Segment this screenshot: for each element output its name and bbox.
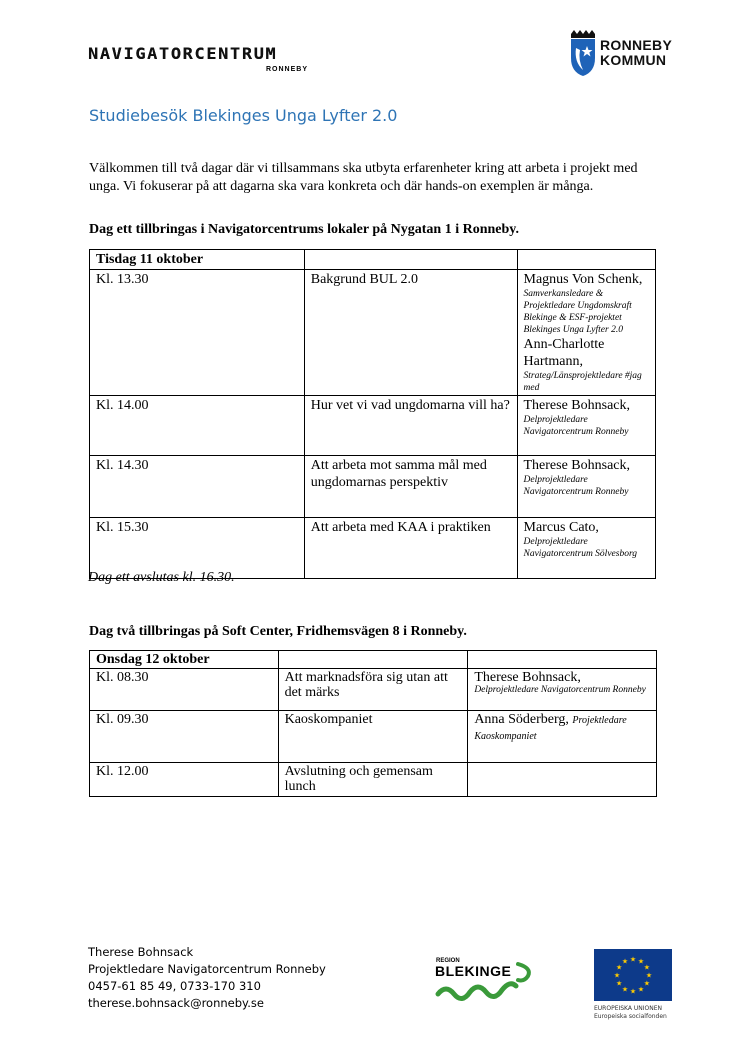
kommun-name-line2: KOMMUN <box>600 52 667 68</box>
contact-phone: 0457-61 85 49, 0733-170 310 <box>88 979 261 993</box>
ronneby-kommun-logo <box>568 28 708 78</box>
document-title: Studiebesök Blekinges Unga Lyfter 2.0 <box>89 106 398 125</box>
speaker-cell <box>517 456 656 518</box>
time-cell: Kl. 13.30 <box>90 270 305 396</box>
day1-end-note: Dag ett avslutas kl. 16.30. <box>88 570 235 585</box>
navigatorcentrum-logo-sub: RONNEBY <box>266 66 309 73</box>
blekinge-label: BLEKINGE <box>435 963 512 979</box>
eu-star-icon: ★ <box>637 957 645 966</box>
time-cell: Kl. 14.30 <box>90 456 305 518</box>
topic-cell: Att arbeta med KAA i praktiken <box>304 518 517 579</box>
time-cell: Kl. 12.00 <box>90 763 279 797</box>
eu-caption-line1: EUROPEISKA UNIONEN <box>594 1005 663 1012</box>
speaker-name: Ann-Charlotte Hartmann, <box>523 337 605 369</box>
speaker-role: Delprojektledare Navigatorcentrum Ronneby <box>474 685 646 695</box>
contact-name: Therese Bohnsack <box>88 945 194 959</box>
time-cell: Kl. 15.30 <box>90 518 305 579</box>
table-row <box>90 711 657 763</box>
speaker-name: Magnus Von Schenk, <box>523 272 643 287</box>
navigatorcentrum-logo-text: NAVIGATORCENTRUM <box>88 44 278 64</box>
eu-star-icon: ★ <box>616 963 623 972</box>
topic-cell: Avslutning och gemensam lunch <box>278 763 468 797</box>
speaker-name: Therese Bohnsack, <box>523 398 631 413</box>
speaker-name: Therese Bohnsack, <box>474 670 581 685</box>
speaker-name: Therese Bohnsack, <box>523 458 631 473</box>
speaker-cell <box>517 396 656 456</box>
speaker-cell <box>517 270 656 396</box>
table-row <box>90 651 657 669</box>
eu-caption-line2: Europeiska socialfonden <box>594 1013 667 1020</box>
region-blekinge-logo <box>432 950 542 1006</box>
speaker-role: Delprojektledare Navigatorcentrum Ronneby <box>523 415 629 437</box>
footer-contact <box>88 944 326 1012</box>
eu-flag-icon <box>594 949 672 1001</box>
eu-star-icon: ★ <box>613 971 621 980</box>
topic-cell: Att arbeta mot samma mål med ungdomarnas perspektiv <box>304 456 517 518</box>
topic-cell: Att marknadsföra sig utan att det märks <box>278 669 468 711</box>
table-row <box>90 669 657 711</box>
eu-star-icon: ★ <box>629 955 637 964</box>
speaker-role: Projektledare Kaoskompaniet <box>474 715 627 742</box>
speaker-cell <box>468 711 657 763</box>
eu-star-icon: ★ <box>645 971 653 980</box>
time-cell: Kl. 09.30 <box>90 711 279 763</box>
speaker-role: Samverkansledare & Projektledare Ungdomskraft Blekinge & ESF-projektet Blekinges Unga Lyfter 2.0 <box>523 289 632 335</box>
speaker-name: Marcus Cato, <box>523 520 599 535</box>
blekinge-wave-icon <box>432 950 542 1006</box>
day2-schedule-table <box>89 650 657 797</box>
day2-date: Onsdag 12 oktober <box>90 651 279 669</box>
table-row <box>90 763 657 797</box>
table-row <box>90 270 656 396</box>
table-row <box>90 396 656 456</box>
eu-star-icon: ★ <box>643 963 650 972</box>
eu-star-icon: ★ <box>629 987 637 996</box>
kommun-name-line1: RONNEBY <box>600 37 673 53</box>
navigatorcentrum-logo <box>88 44 309 73</box>
day1-date: Tisdag 11 oktober <box>90 250 305 270</box>
eu-star-icon: ★ <box>637 985 645 994</box>
eu-logo <box>594 949 672 1027</box>
topic-cell: Hur vet vi vad ungdomarna vill ha? <box>304 396 517 456</box>
time-cell: Kl. 14.00 <box>90 396 305 456</box>
contact-title: Projektledare Navigatorcentrum Ronneby <box>88 962 326 976</box>
eu-star-icon: ★ <box>616 979 623 988</box>
day1-heading: Dag ett tillbringas i Navigatorcentrums lokaler på Nygatan 1 i Ronneby. <box>89 222 519 237</box>
time-cell: Kl. 08.30 <box>90 669 279 711</box>
eu-star-icon: ★ <box>643 979 650 988</box>
table-row <box>90 250 656 270</box>
speaker-cell <box>517 518 656 579</box>
speaker-role: Delprojektledare Navigatorcentrum Ronneby <box>523 475 629 497</box>
ronneby-crest-icon <box>568 28 598 78</box>
region-label: REGION <box>436 958 460 964</box>
day2-heading: Dag två tillbringas på Soft Center, Fridhemsvägen 8 i Ronneby. <box>89 624 467 639</box>
speaker-role: Delprojektledare Navigatorcentrum Sölvesborg <box>523 537 638 559</box>
eu-star-icon: ★ <box>621 985 629 994</box>
intro-paragraph: Välkommen till två dagar där vi tillsammans ska utbyta erfarenheter kring att arbeta i projekt med unga. Vi fokuserar på att dagarna ska vara konkreta och där hands-on exemplen är många. <box>89 161 638 194</box>
day1-schedule-table <box>89 249 656 579</box>
topic-cell: Kaoskompaniet <box>278 711 468 763</box>
speaker-name: Anna Söderberg, <box>474 712 569 727</box>
eu-star-icon: ★ <box>621 957 629 966</box>
table-row <box>90 456 656 518</box>
speaker-cell <box>468 669 657 711</box>
contact-email[interactable]: therese.bohnsack@ronneby.se <box>88 996 264 1010</box>
topic-cell: Bakgrund BUL 2.0 <box>304 270 517 396</box>
speaker-role: Strateg/Länsprojektledare #jag med <box>523 371 642 393</box>
